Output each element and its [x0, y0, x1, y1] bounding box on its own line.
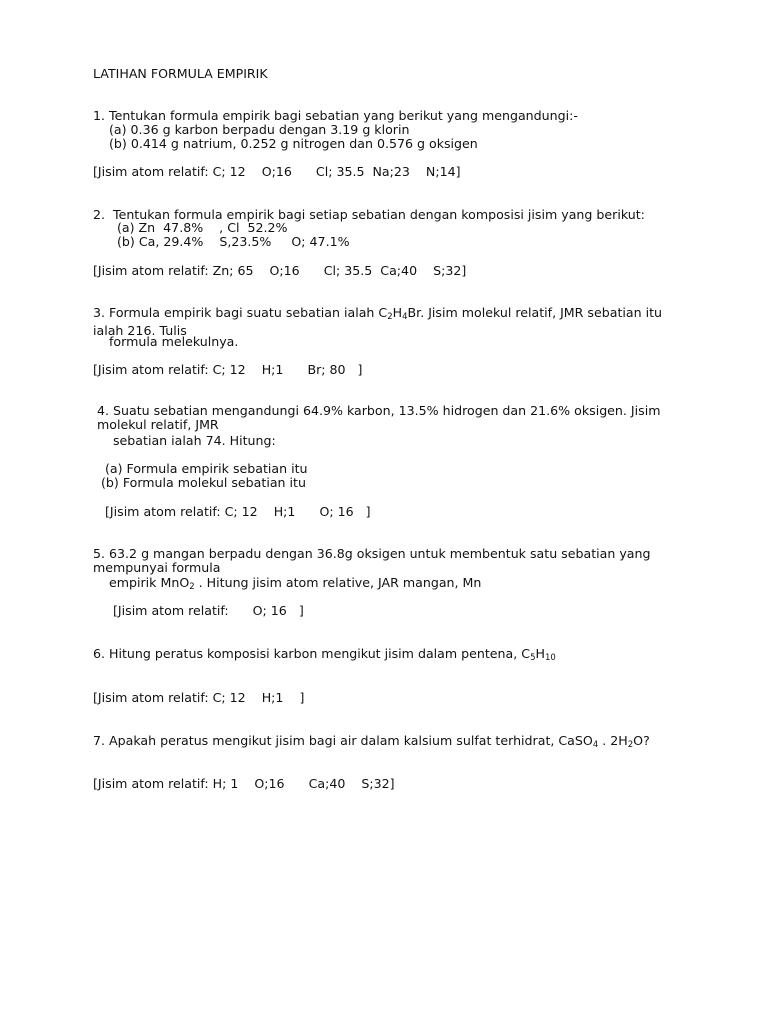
- question-1-atomic-masses: [Jisim atom relatif: C; 12 O;16 Cl; 35.5 Na;23 N;14]: [93, 164, 461, 179]
- question-4-atomic-masses: [Jisim atom relatif: C; 12 H;1 O; 16 ]: [105, 504, 371, 519]
- question-1-stem: 1. Tentukan formula empirik bagi sebatian yang berikut yang mengandungi:-: [93, 108, 578, 123]
- question-5-stem: 5. 63.2 g mangan berpadu dengan 36.8g oksigen untuk membentuk satu sebatian yang mempunyai formula: [93, 546, 651, 575]
- question-5-continuation: empirik MnO$_2$ . Hitung jisim atom relative, JAR mangan, Mn: [109, 575, 482, 592]
- question-2-part-a: (a) Zn 47.8% , Cl 52.2%: [117, 220, 288, 235]
- question-7-atomic-masses: [Jisim atom relatif: H; 1 O;16 Ca;40 S;32]: [93, 776, 395, 791]
- question-2-part-b: (b) Ca, 29.4% S,23.5% O; 47.1%: [117, 234, 350, 249]
- question-6-stem: 6. Hitung peratus komposisi karbon mengikut jisim dalam pentena, $C_5H_{10}$: [93, 646, 556, 663]
- question-2-atomic-masses: [Jisim atom relatif: Zn; 65 O;16 Cl; 35.5 Ca;40 S;32]: [93, 263, 467, 278]
- question-3-stem: 3. Formula empirik bagi suatu sebatian ialah $C_2H_4Br$. Jisim molekul relatif, JMR sebatian itu ialah 216. Tulis: [93, 305, 663, 338]
- question-3-atomic-masses: [Jisim atom relatif: C; 12 H;1 Br; 80 ]: [93, 362, 363, 377]
- question-4-stem: 4. Suatu sebatian mengandungi 64.9% karbon, 13.5% hidrogen dan 21.6% oksigen. Jisim molekul relatif, JMR: [97, 403, 661, 432]
- question-1-part-b: (b) 0.414 g natrium, 0.252 g nitrogen dan 0.576 g oksigen: [109, 136, 478, 151]
- question-1-part-a: (a) 0.36 g karbon berpadu dengan 3.19 g klorin: [109, 122, 410, 137]
- question-6-atomic-masses: [Jisim atom relatif: C; 12 H;1 ]: [93, 690, 305, 705]
- question-7-stem: 7. Apakah peratus mengikut jisim bagi air dalam kalsium sulfat terhidrat, CaSO$_4$ . $2H_2O$?: [93, 733, 650, 750]
- question-3-continuation: formula melekulnya.: [109, 334, 239, 349]
- question-5-atomic-masses: [Jisim atom relatif: O; 16 ]: [113, 603, 304, 618]
- question-4-part-a: (a) Formula empirik sebatian itu: [105, 461, 308, 476]
- page-title: LATIHAN FORMULA EMPIRIK: [93, 66, 268, 81]
- question-4-continuation: sebatian ialah 74. Hitung:: [113, 433, 276, 448]
- question-2-stem: 2. Tentukan formula empirik bagi setiap sebatian dengan komposisi jisim yang berikut:: [93, 207, 645, 222]
- question-4-part-b: (b) Formula molekul sebatian itu: [101, 475, 306, 490]
